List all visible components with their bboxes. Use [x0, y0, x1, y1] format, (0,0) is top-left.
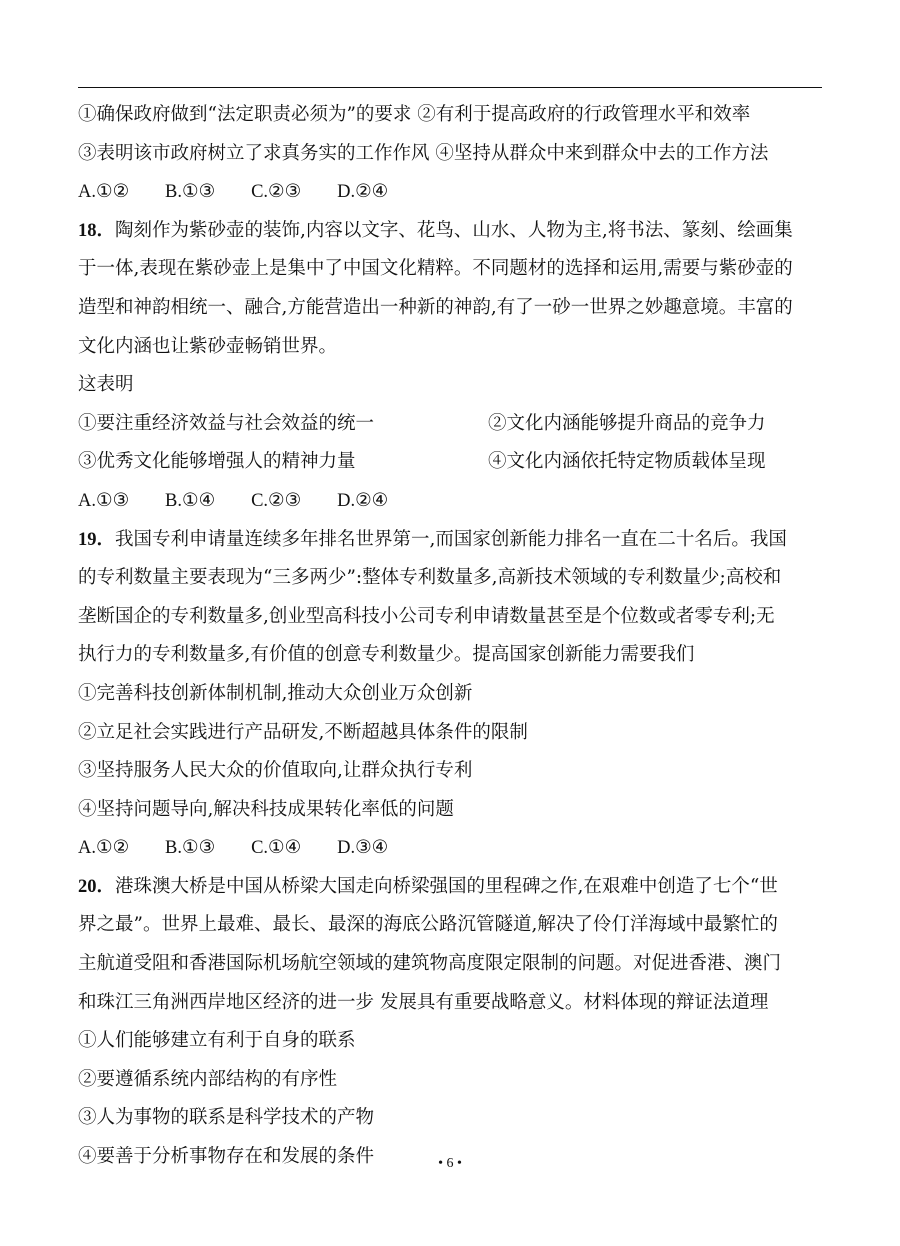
q19-option-4: ④坚持问题导向,解决科技成果转化率低的问题	[78, 798, 454, 820]
q18-prompt: 这表明	[78, 374, 134, 396]
prev-option-line-1: ①确保政府做到“法定职责必须为”的要求 ②有利于提高政府的行政管理水平和效率	[78, 104, 751, 125]
choice-d: D.②④	[337, 490, 389, 511]
q18-stem-line-3: 造型和神韵相统一、融合,方能营造出一种新的神韵,有了一砂一世界之妙趣意境。丰富的	[78, 296, 793, 318]
q18-options-row-2	[78, 443, 822, 482]
prev-option-line-2: ③表明该市政府树立了求真务实的工作作风 ④坚持从群众中来到群众中去的工作方法	[78, 142, 769, 164]
q20-option-2: ②要遵循系统内部结构的有序性	[78, 1068, 338, 1090]
q20-option-4: ④要善于分析事物存在和发展的条件	[78, 1146, 375, 1168]
q20-number: 20．	[78, 876, 116, 897]
choice-c: C.②③	[251, 490, 302, 511]
choice-d: D.②④	[337, 182, 389, 203]
top-rule	[78, 87, 822, 88]
q18-option-1: ①要注重经济效益与社会效益的统一	[78, 412, 375, 434]
choice-a: A.①②	[78, 838, 130, 859]
choice-c: C.①④	[251, 838, 302, 859]
q18-option-3: ③优秀文化能够增强人的精神力量	[78, 451, 356, 473]
choice-b: B.①③	[165, 838, 216, 859]
choice-a: A.①③	[78, 490, 130, 511]
q20-stem-line-4: 和珠江三角洲西岸地区经济的进一步 发展具有重要战略意义。材料体现的辩证法道理	[78, 991, 769, 1013]
q19-answer-choices	[78, 829, 822, 868]
q19-option-2: ②立足社会实践进行产品研发,不断超越具体条件的限制	[78, 721, 528, 743]
q18-stem-line-2: 于一体,表现在紫砂壶上是集中了中国文化精粹。不同题材的选择和运用,需要与紫砂壶的	[78, 258, 793, 280]
exam-page	[78, 96, 822, 1177]
choice-c: C.②③	[251, 182, 302, 203]
q18-answer-choices	[78, 482, 822, 521]
q18-option-4: ④文化内涵依托特定物质载体呈现	[488, 451, 766, 473]
q19-stem-line-3: 垄断国企的专利数量多,创业型高科技小公司专利申请数量甚至是个位数或者零专利;无	[78, 605, 775, 627]
q19-stem-line-1: 19．我国专利申请量连续多年排名世界第一,而国家创新能力排名一直在二十名后。我国	[78, 528, 787, 550]
q18-stem-line-1: 18．陶刻作为紫砂壶的装饰,内容以文字、花鸟、山水、人物为主,将书法、篆刻、绘画集	[78, 219, 793, 241]
q20-option-3: ③人为事物的联系是科学技术的产物	[78, 1107, 375, 1129]
q18-option-2: ②文化内涵能够提升商品的竞争力	[488, 412, 766, 434]
q19-number: 19．	[78, 529, 116, 550]
q20-stem-line-1: 20．港珠澳大桥是中国从桥梁大国走向桥梁强国的里程碑之作,在艰难中创造了七个“世	[78, 875, 778, 897]
q19-stem-line-2: 的专利数量主要表现为“三多两少”:整体专利数量多,高新技术领域的专利数量少;高校和	[78, 567, 782, 589]
q18-stem-line-4: 文化内涵也让紫砂壶畅销世界。	[78, 335, 338, 357]
prev-answer-choices	[78, 173, 822, 212]
q20-stem-line-2: 界之最”。世界上最难、最长、最深的海底公路沉管隧道,解决了伶仃洋海域中最繁忙的	[78, 914, 778, 936]
page-number: • 6 •	[438, 1156, 462, 1171]
q18-number: 18．	[78, 220, 116, 241]
q19-option-3: ③坚持服务人民大众的价值取向,让群众执行专利	[78, 760, 473, 782]
q19-stem-line-4: 执行力的专利数量多,有价值的创意专利数量少。提高国家创新能力需要我们	[78, 644, 695, 666]
choice-a: A.①②	[78, 182, 130, 203]
q19-option-1: ①完善科技创新体制机制,推动大众创业万众创新	[78, 682, 473, 704]
choice-b: B.①④	[165, 490, 216, 511]
choice-d: D.③④	[337, 838, 389, 859]
q18-options-row-1	[78, 405, 822, 444]
choice-b: B.①③	[165, 182, 216, 203]
q20-option-1: ①人们能够建立有利于自身的联系	[78, 1030, 356, 1052]
q20-stem-line-3: 主航道受阻和香港国际机场航空领域的建筑物高度限定限制的问题。对促进香港、澳门	[78, 953, 782, 975]
